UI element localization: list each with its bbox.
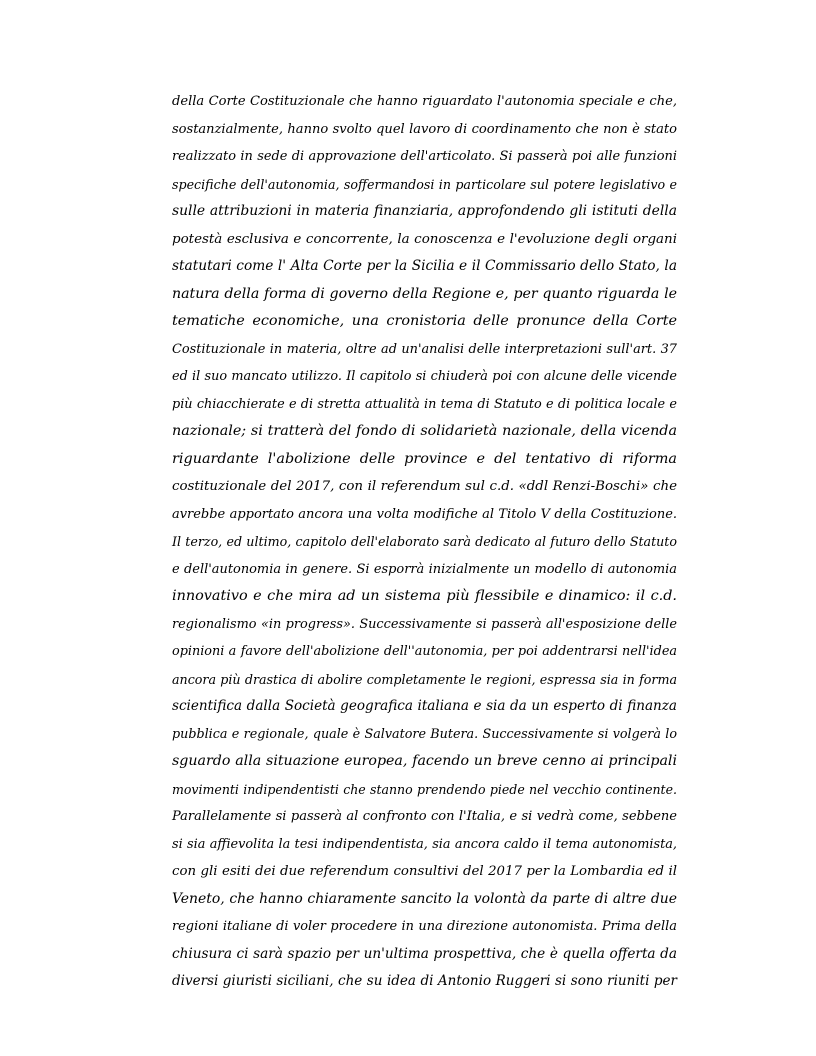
text-line: avrebbe apportato ancora una volta modifiche al Titolo V della Costituzione. bbox=[172, 506, 677, 522]
text-line: movimenti indipendentisti che stanno prendendo piede nel vecchio continente. bbox=[172, 781, 677, 797]
text-line: sostanzialmente, hanno svolto quel lavoro di coordinamento che non è stato bbox=[172, 121, 677, 137]
text-line: nazionale; si tratterà del fondo di solidarietà nazionale, della vicenda bbox=[172, 423, 677, 439]
body-paragraph bbox=[172, 88, 677, 996]
text-line: Parallelamente si passerà al confronto con l'Italia, e si vedrà come, sebbene bbox=[172, 809, 677, 824]
text-line: sguardo alla situazione europea, facendo un breve cenno ai principali bbox=[172, 753, 677, 769]
text-line: statutari come l' Alta Corte per la Sicilia e il Commissario dello Stato, la bbox=[172, 258, 677, 274]
text-line: costituzionale del 2017, con il referendum sul c.d. «ddl Renzi-Boschi» che bbox=[172, 479, 677, 494]
text-line: regionalismo «in progress». Successivamente si passerà all'esposizione delle bbox=[172, 616, 677, 632]
text-line: potestà esclusiva e concorrente, la conoscenza e l'evoluzione degli organi bbox=[172, 231, 677, 247]
text-line: natura della forma di governo della Regione e, per quanto riguarda le bbox=[172, 285, 677, 302]
text-line: riguardante l'abolizione delle province e del tentativo di riforma bbox=[172, 450, 677, 467]
text-line: realizzato in sede di approvazione dell'articolato. Si passerà poi alle funzioni bbox=[172, 149, 677, 164]
text-line: Il terzo, ed ultimo, capitolo dell'elaborato sarà dedicato al futuro dello Statuto bbox=[172, 534, 677, 549]
text-line: si sia affievolita la tesi indipendentista, sia ancora caldo il tema autonomista, bbox=[172, 836, 677, 852]
text-line: sulle attribuzioni in materia finanziaria, approfondendo gli istituti della bbox=[172, 203, 677, 219]
text-line: e dell'autonomia in genere. Si esporrà inizialmente un modello di autonomia bbox=[172, 561, 677, 577]
text-line: ancora più drastica di abolire completamente le regioni, espressa sia in forma bbox=[172, 671, 677, 687]
text-line: Veneto, che hanno chiaramente sancito la volontà da parte di altre due bbox=[172, 890, 677, 907]
text-line: Costituzionale in materia, oltre ad un'analisi delle interpretazioni sull'art. 37 bbox=[172, 341, 677, 357]
text-line: diversi giuristi siciliani, che su idea di Antonio Ruggeri si sono riuniti per bbox=[172, 973, 677, 989]
text-line: specifiche dell'autonomia, soffermandosi in particolare sul potere legislativo e bbox=[172, 176, 677, 192]
text-line: regioni italiane di voler procedere in una direzione autonomista. Prima della bbox=[172, 919, 677, 934]
text-line: scientifica dalla Società geografica italiana e sia da un esperto di finanza bbox=[172, 698, 677, 714]
text-line: opinioni a favore dell'abolizione dell''autonomia, per poi addentrarsi nell'idea bbox=[172, 644, 677, 659]
text-line: ed il suo mancato utilizzo. Il capitolo si chiuderà poi con alcune delle vicende bbox=[172, 369, 677, 384]
text-line: pubblica e regionale, quale è Salvatore Butera. Successivamente si volgerà lo bbox=[172, 726, 677, 742]
text-line: tematiche economiche, una cronistoria delle pronunce della Corte bbox=[172, 313, 677, 329]
text-line: chiusura ci sarà spazio per un'ultima prospettiva, che è quella offerta da bbox=[172, 945, 677, 962]
text-line: della Corte Costituzionale che hanno riguardato l'autonomia speciale e che, bbox=[172, 94, 677, 109]
text-line: innovativo e che mira ad un sistema più flessibile e dinamico: il c.d. bbox=[172, 588, 677, 604]
text-line: più chiacchierate e di stretta attualità in tema di Statuto e di politica locale e bbox=[172, 396, 677, 412]
text-line: con gli esiti dei due referendum consultivi del 2017 per la Lombardia ed il bbox=[172, 864, 677, 879]
